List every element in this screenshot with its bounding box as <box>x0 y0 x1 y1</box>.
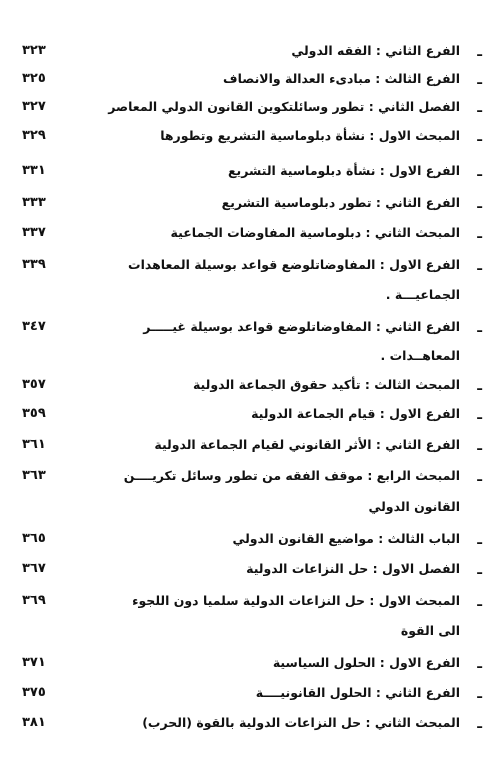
toc-entry-title: الفرع الثاني : الأثر القانوني لقيام الجماعة الدولية <box>154 437 460 452</box>
toc-entry <box>22 40 482 64</box>
toc-entry-title: المبحث الاول : نشأة دبلوماسية التشريع وتطورها <box>160 128 460 143</box>
toc-entry-page: ٣٦٩ <box>22 593 46 608</box>
toc-entry-page: ٣٢٩ <box>22 128 46 143</box>
bullet-dash: ـ <box>477 407 482 423</box>
toc-entry-page: ٣٣١ <box>22 163 46 178</box>
toc-entry <box>22 96 482 120</box>
bullet-dash: ـ <box>477 716 482 732</box>
bullet-dash: ـ <box>477 469 482 485</box>
bullet-dash: ـ <box>477 562 482 578</box>
bullet-dash: ـ <box>477 656 482 672</box>
bullet-dash: ـ <box>477 378 482 394</box>
bullet-dash: ـ <box>477 164 482 180</box>
toc-entry <box>22 160 482 184</box>
toc-entry-page: ٣٤٧ <box>22 319 46 334</box>
toc-entry <box>22 590 482 614</box>
toc-entry-page: ٣٣٧ <box>22 225 46 240</box>
toc-entry <box>22 434 482 458</box>
toc-entry-page: ٣٦٧ <box>22 561 46 576</box>
toc-entry <box>22 374 482 398</box>
toc-entry-page: ٣٨١ <box>22 715 46 730</box>
toc-entry <box>22 222 482 246</box>
toc-entry <box>22 403 482 427</box>
toc-entry-title-continued: الى القوة <box>400 623 460 638</box>
toc-entry <box>22 712 482 736</box>
toc-entry-continuation <box>22 496 482 520</box>
toc-entry-page: ٣٧١ <box>22 655 46 670</box>
bullet-dash: ـ <box>477 258 482 274</box>
toc-entry-page: ٣٦٣ <box>22 468 46 483</box>
toc-entry-title: الفرع الثاني : تطور دبلوماسية التشريع <box>221 195 460 210</box>
toc-entry-page: ٣٧٥ <box>22 685 46 700</box>
bullet-dash: ـ <box>477 226 482 242</box>
toc-entry-page: ٣٦١ <box>22 437 46 452</box>
bullet-dash: ـ <box>477 196 482 212</box>
toc-entry-page: ٣٣٣ <box>22 195 46 210</box>
toc-entry <box>22 558 482 582</box>
toc-entry <box>22 652 482 676</box>
toc-entry-page: ٣٢٧ <box>22 99 46 114</box>
toc-entry-page: ٣٥٩ <box>22 406 46 421</box>
toc-entry-title: الفرع الاول : قيام الجماعة الدولية <box>251 406 460 421</box>
toc-entry-title: الباب الثالث : مواضيع القانون الدولي <box>232 531 460 546</box>
toc-entry-title-continued: المعاهــدات . <box>380 348 460 363</box>
toc-entry-title: الفرع الثاني : الحلول القانونيــــة <box>255 685 460 700</box>
bullet-dash: ـ <box>477 100 482 116</box>
toc-entry-title: المبحث الثاني : دبلوماسية المفاوضات الجماعية <box>170 225 460 240</box>
toc-entry-title: الفرع الاول : المفاوضاتلوضع قواعد بوسيلة المعاهدات <box>128 257 460 272</box>
toc-entry-continuation <box>22 345 482 369</box>
toc-entry-page: ٣٢٥ <box>22 71 46 86</box>
bullet-dash: ـ <box>477 532 482 548</box>
bullet-dash: ـ <box>477 129 482 145</box>
toc-entry <box>22 254 482 278</box>
toc-entry-page: ٣٥٧ <box>22 377 46 392</box>
bullet-dash: ـ <box>477 594 482 610</box>
toc-entry <box>22 316 482 340</box>
toc-entry-title-continued: القانون الدولي <box>368 499 460 514</box>
toc-entry <box>22 528 482 552</box>
bullet-dash: ـ <box>477 72 482 88</box>
toc-entry-page: ٣٣٩ <box>22 257 46 272</box>
toc-entry-title: الفرع الاول : نشأة دبلوماسية التشريع <box>227 163 460 178</box>
toc-entry-title: المبحث الثالث : تأكيد حقوق الجماعة الدولية <box>192 377 460 392</box>
toc-entry-title: المبحث الاول : حل النزاعات الدولية سلميا دون اللجوء <box>132 593 460 608</box>
toc-entry-title: الفرع الثالث : مبادىء العدالة والانصاف <box>223 71 460 86</box>
toc-entry-continuation <box>22 284 482 308</box>
toc-entry-title: المبحث الرابع : موقف الفقه من تطور وسائل تكريــــن <box>123 468 460 483</box>
toc-entry <box>22 465 482 489</box>
toc-entry-title: الفرع الثاني : المفاوضاتلوضع قواعد بوسيلة غيـــــر <box>143 319 460 334</box>
bullet-dash: ـ <box>477 320 482 336</box>
toc-entry-title: الفرع الاول : الحلول السياسية <box>272 655 460 670</box>
bullet-dash: ـ <box>477 44 482 60</box>
toc-entry <box>22 68 482 92</box>
toc-entry-title: المبحث الثاني : حل النزاعات الدولية بالقوة (الحرب) <box>142 715 460 730</box>
toc-entry-page: ٣٦٥ <box>22 531 46 546</box>
toc-entry-continuation <box>22 620 482 644</box>
toc-entry <box>22 682 482 706</box>
bullet-dash: ـ <box>477 686 482 702</box>
toc-entry-title: الفصل الثاني : تطور وسائلتكوين القانون الدولي المعاصر <box>108 99 460 114</box>
bullet-dash: ـ <box>477 438 482 454</box>
toc-entry-page: ٣٢٣ <box>22 43 46 58</box>
toc-entry-title: الفصل الاول : حل النزاعات الدولية <box>246 561 460 576</box>
toc-entry-title: الفرع الثاني : الفقه الدولي <box>291 43 460 58</box>
toc-entry-title-continued: الجماعيـــة . <box>385 287 460 302</box>
toc-entry <box>22 125 482 149</box>
toc-entry <box>22 192 482 216</box>
